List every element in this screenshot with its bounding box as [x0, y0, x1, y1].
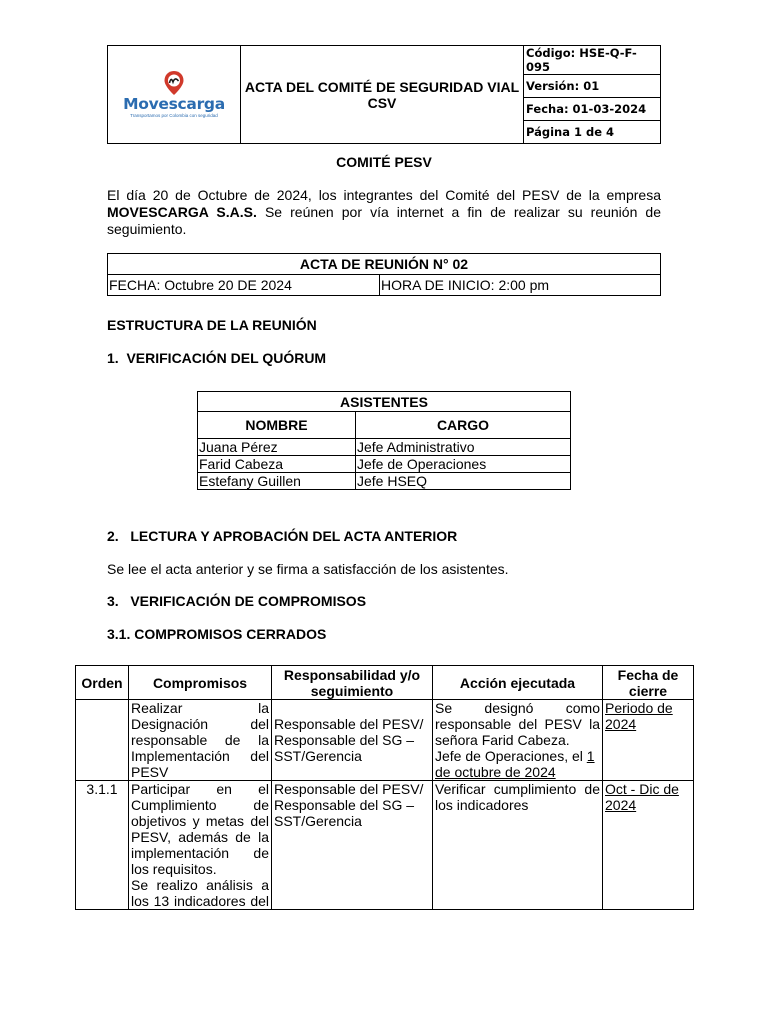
text-line: Realizar la	[131, 700, 269, 716]
text-line: Responsable del PESV/	[274, 781, 424, 797]
section-3-heading: 3. VERIFICACIÓN DE COMPROMISOS	[107, 593, 367, 609]
text-line: responsable del PESV la	[435, 716, 600, 732]
company-logo	[108, 70, 240, 119]
title-line1: ACTA DEL COMITÉ DE SEGURIDAD VIAL	[244, 78, 520, 95]
orden-cell	[76, 700, 129, 781]
fecha-cell	[603, 700, 694, 781]
col-compromisos: Compromisos	[129, 666, 272, 700]
fecha-link[interactable]: Oct - Dic de	[605, 781, 679, 797]
text-line: Se realizo análisis a	[131, 877, 269, 893]
text-line	[435, 748, 600, 764]
compromiso-cell	[129, 781, 272, 910]
col-nombre: NOMBRE	[198, 412, 356, 439]
fecha: Fecha: 01-03-2024	[524, 98, 661, 121]
text-line: Participar en el	[131, 781, 269, 797]
text-line: Designación del	[131, 716, 269, 732]
text-line: señora Farid Cabeza.	[435, 732, 570, 748]
logo-tagline: Transportamos por Colombia con seguridad	[130, 113, 218, 118]
compromiso-cell	[129, 700, 272, 781]
text-line: objetivos y metas del	[131, 813, 269, 829]
text-line: Cumplimiento de	[131, 797, 269, 813]
pagina: Página 1 de 4	[524, 121, 661, 144]
asistente-nombre: Juana Pérez	[198, 439, 356, 456]
intro-text-1: El día 20 de Octubre de 2024, los integrantes del Comité del PESV de la empresa	[107, 187, 661, 203]
acta-hora: HORA DE INICIO: 2:00 pm	[380, 275, 661, 296]
location-pin-icon	[163, 70, 185, 96]
asistente-cargo: Jefe de Operaciones	[356, 456, 571, 473]
text-line: Responsable del SG –	[274, 797, 415, 813]
intro-company: MOVESCARGA S.A.S.	[107, 204, 257, 220]
text-line: los requisitos.	[131, 861, 217, 877]
section-2-heading: 2. LECTURA Y APROBACIÓN DEL ACTA ANTERIOR	[107, 528, 458, 544]
table-row	[198, 439, 571, 456]
logo-cell	[108, 46, 241, 144]
asistentes-table	[197, 391, 571, 490]
asistentes-title: ASISTENTES	[198, 392, 571, 412]
text-line: Responsable del PESV/	[274, 716, 424, 732]
section-31-heading: 3.1. COMPROMISOS CERRADOS	[107, 626, 327, 642]
asistente-nombre: Estefany Guillen	[198, 473, 356, 490]
table-row	[198, 456, 571, 473]
text-line: los indicadores	[435, 797, 529, 813]
text-line: PESV	[131, 764, 169, 780]
text-line: SST/Gerencia	[274, 813, 362, 829]
responsabilidad-cell	[272, 700, 433, 781]
section-2-text: Se lee el acta anterior y se firma a satisfacción de los asistentes.	[107, 561, 509, 577]
asistente-cargo: Jefe Administrativo	[356, 439, 571, 456]
text-line: Responsable del SG –	[274, 732, 415, 748]
document-heading: COMITÉ PESV	[336, 154, 432, 170]
accion-cell	[433, 781, 603, 910]
fecha-link[interactable]: Periodo de	[605, 700, 673, 716]
asistente-cargo: Jefe HSEQ	[356, 473, 571, 490]
version: Versión: 01	[524, 75, 661, 98]
col-orden: Orden	[76, 666, 129, 700]
text-line: Se designó como	[435, 700, 600, 716]
col-fecha: Fecha de cierre	[603, 666, 694, 700]
acta-fecha: FECHA: Octubre 20 DE 2024	[108, 275, 380, 296]
text-line: implementación de	[131, 845, 269, 861]
fecha-link[interactable]: 2024	[605, 716, 637, 732]
col-cargo: CARGO	[356, 412, 571, 439]
acta-title: ACTA DE REUNIÓN N° 02	[108, 254, 661, 275]
text-line: los 13 indicadores del	[131, 893, 269, 909]
text-line: Verificar cumplimiento de	[435, 781, 600, 797]
table-row	[76, 781, 694, 910]
text-line: responsable de la	[131, 732, 269, 748]
text-line: PESV, además de la	[131, 829, 269, 845]
col-accion: Acción ejecutada	[433, 666, 603, 700]
section-1-heading: 1. VERIFICACIÓN DEL QUÓRUM	[107, 350, 327, 366]
intro-paragraph	[107, 187, 661, 238]
text-line: Implementación del	[131, 748, 269, 764]
orden-cell: 3.1.1	[76, 781, 129, 910]
responsabilidad-cell	[272, 781, 433, 910]
text-line: SST/Gerencia	[274, 748, 362, 764]
fecha-cell	[603, 781, 694, 910]
title-line2: CSV	[367, 94, 397, 111]
table-row	[76, 700, 694, 781]
acta-table	[107, 253, 661, 296]
table-row	[198, 473, 571, 490]
fecha-link[interactable]: 2024	[605, 797, 637, 813]
codigo: Código: HSE-Q-F-095	[524, 46, 661, 75]
estructura-heading: ESTRUCTURA DE LA REUNIÓN	[107, 317, 317, 333]
asistente-nombre: Farid Cabeza	[198, 456, 356, 473]
compromisos-table	[75, 665, 694, 910]
date-link[interactable]: 1	[586, 748, 595, 764]
document-header	[107, 45, 661, 144]
date-link[interactable]: de octubre de 2024	[435, 764, 556, 780]
accion-cell	[433, 700, 603, 781]
col-responsabilidad: Responsabilidad y/o seguimiento	[272, 666, 433, 700]
intro-text-2: Se reúnen por vía internet a fin de realizar su reunión de seguimiento.	[107, 204, 661, 237]
text-span: Jefe de Operaciones, el	[435, 748, 587, 764]
logo-name: Movescarga	[123, 95, 225, 113]
document-title	[241, 46, 524, 144]
